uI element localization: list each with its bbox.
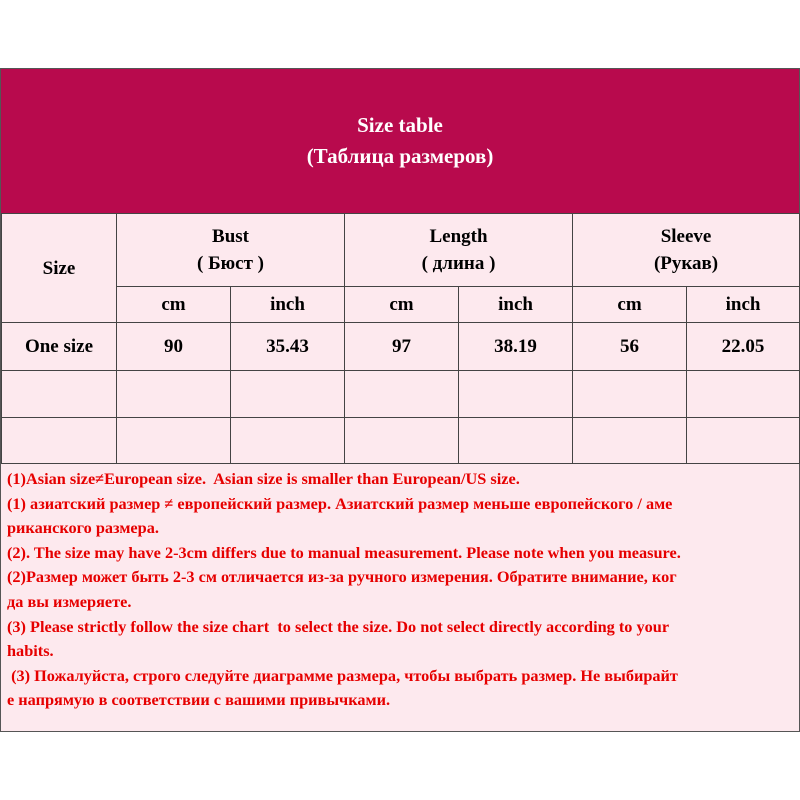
- value-cell: 22.05: [687, 323, 800, 371]
- empty-cell: [573, 371, 687, 418]
- page-subtitle: (Таблица размеров): [306, 144, 494, 168]
- header-banner: [1, 69, 799, 213]
- unit-cell: cm: [117, 287, 231, 323]
- value-cell: 97: [345, 323, 459, 371]
- value-cell: 38.19: [459, 323, 573, 371]
- sleeve-header: Sleeve: [660, 226, 712, 247]
- empty-cell: [345, 418, 459, 464]
- empty-cell: [573, 418, 687, 464]
- empty-cell: [231, 418, 345, 464]
- unit-cell: inch: [231, 287, 345, 323]
- sleeve-header-ru: (Рукав): [653, 253, 719, 274]
- unit-cell: cm: [573, 287, 687, 323]
- empty-row: [2, 371, 800, 418]
- empty-cell: [117, 418, 231, 464]
- empty-cell: [345, 371, 459, 418]
- note-line: habits.: [7, 641, 54, 661]
- units-row: [2, 287, 800, 323]
- size-table: [1, 213, 800, 464]
- empty-cell: [459, 371, 573, 418]
- note-line: (3) Please strictly follow the size chart to select the size. Do not select directly according to your: [7, 616, 670, 636]
- note-line: е напрямую в соответствии с вашими привычками.: [7, 690, 391, 710]
- empty-cell: [2, 371, 117, 418]
- value-cell: 35.43: [231, 323, 345, 371]
- length-header-cell: [345, 214, 573, 287]
- note-line: (1) азиатский размер ≠ европейский размер. Азиатский размер меньше европейского / аме: [7, 493, 673, 513]
- empty-cell: [117, 371, 231, 418]
- unit-cell: inch: [687, 287, 800, 323]
- note-line: (1)Asian size≠European size. Asian size is smaller than European/US size.: [7, 469, 520, 488]
- notes-section: [1, 463, 799, 731]
- length-header-ru: ( длина ): [421, 253, 496, 274]
- length-header: Length: [429, 226, 488, 247]
- bust-header: Bust: [212, 226, 249, 247]
- table-header-row: [2, 214, 800, 287]
- empty-cell: [2, 418, 117, 464]
- empty-cell: [687, 371, 800, 418]
- empty-row: [2, 418, 800, 464]
- size-header: Size: [42, 257, 76, 279]
- bust-header-cell: [117, 214, 345, 287]
- note-line: (2)Размер может быть 2-3 см отличается из-за ручного измерения. Обратите внимание, ког: [7, 567, 677, 587]
- unit-cell: cm: [345, 287, 459, 323]
- note-line: (3) Пожалуйста, строго следуйте диаграмме размера, чтобы выбрать размер. Не выбирайт: [7, 665, 678, 685]
- page-title: Size table: [357, 113, 443, 137]
- sleeve-header-cell: [573, 214, 800, 287]
- empty-cell: [459, 418, 573, 464]
- value-cell: 90: [117, 323, 231, 371]
- empty-cell: [687, 418, 800, 464]
- size-cell: One size: [2, 323, 117, 371]
- table-row: [2, 323, 800, 371]
- size-chart: [0, 68, 800, 732]
- note-line: да вы измеряете.: [7, 591, 132, 611]
- empty-cell: [231, 371, 345, 418]
- size-header-cell: [2, 214, 117, 323]
- bust-header-ru: ( Бюст ): [197, 253, 265, 274]
- note-line: риканского размера.: [7, 518, 159, 538]
- value-cell: 56: [573, 323, 687, 371]
- note-line: (2). The size may have 2-3cm differs due to manual measurement. Please note when you measure.: [7, 542, 681, 562]
- unit-cell: inch: [459, 287, 573, 323]
